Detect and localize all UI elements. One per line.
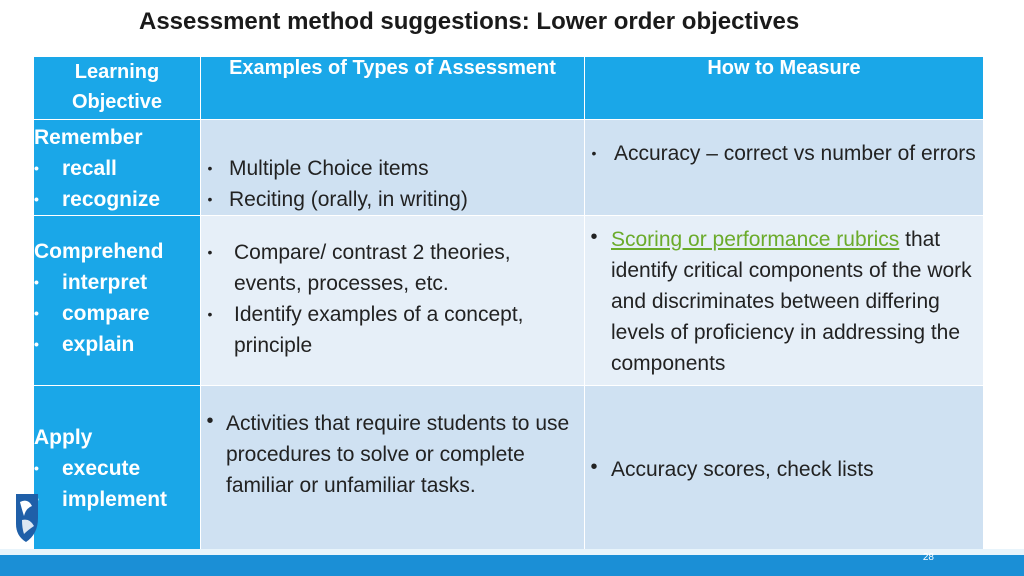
sub-objective: • explain (34, 333, 135, 356)
page-title: Assessment method suggestions: Lower order objectives (139, 8, 800, 35)
table-row-remember (34, 120, 984, 216)
measure-cell (585, 386, 984, 554)
table-row-apply (34, 386, 984, 554)
objective-cell (34, 120, 201, 216)
objective-title: Remember (34, 126, 143, 149)
objective-title: Apply (34, 426, 93, 449)
objective-cell (34, 386, 201, 554)
footer-bar (0, 555, 1024, 576)
list-item: • Accuracy scores, check lists (590, 456, 874, 481)
sub-objective: • execute (34, 457, 141, 480)
list-item: • Reciting (orally, in writing) (207, 188, 468, 211)
examples-cell (201, 120, 585, 216)
rubrics-link[interactable]: Scoring or performance rubrics (611, 228, 900, 251)
table-header-row (34, 57, 984, 120)
list-item: • Identify examples of a concept, principle (207, 303, 524, 357)
sub-objective: • compare (34, 302, 150, 325)
list-item: • Activities that require students to use procedures to solve or complete familiar or unfamiliar tasks. (206, 410, 570, 497)
list-item: • Accuracy – correct vs number of errors (591, 142, 976, 165)
table-row-comprehend (34, 216, 984, 386)
sub-objective: implement (62, 488, 168, 511)
header-examples: Examples of Types of Assessment (201, 57, 585, 120)
measure-cell (585, 216, 984, 386)
header-learning-objective: Learning Objective (34, 57, 201, 120)
sub-objective: • interpret (34, 271, 148, 294)
sub-objective: • recognize (34, 188, 161, 211)
list-item: • Multiple Choice items (207, 157, 429, 180)
examples-cell (201, 216, 585, 386)
examples-cell (201, 386, 585, 554)
page-number: 28 (922, 552, 934, 563)
list-item: • Compare/ contrast 2 theories, events, processes, etc. (207, 241, 511, 295)
shield-logo-icon (10, 488, 40, 544)
sub-objective: • recall (34, 157, 117, 180)
measure-cell (585, 120, 984, 216)
list-item: • Scoring or performance rubrics that identify critical components of the work and discriminates between differing levels of proficiency in addressing the components (590, 226, 972, 375)
assessment-table (33, 56, 984, 554)
objective-title: Comprehend (34, 240, 164, 263)
header-how-to-measure: How to Measure (585, 57, 984, 120)
objective-cell (34, 216, 201, 386)
